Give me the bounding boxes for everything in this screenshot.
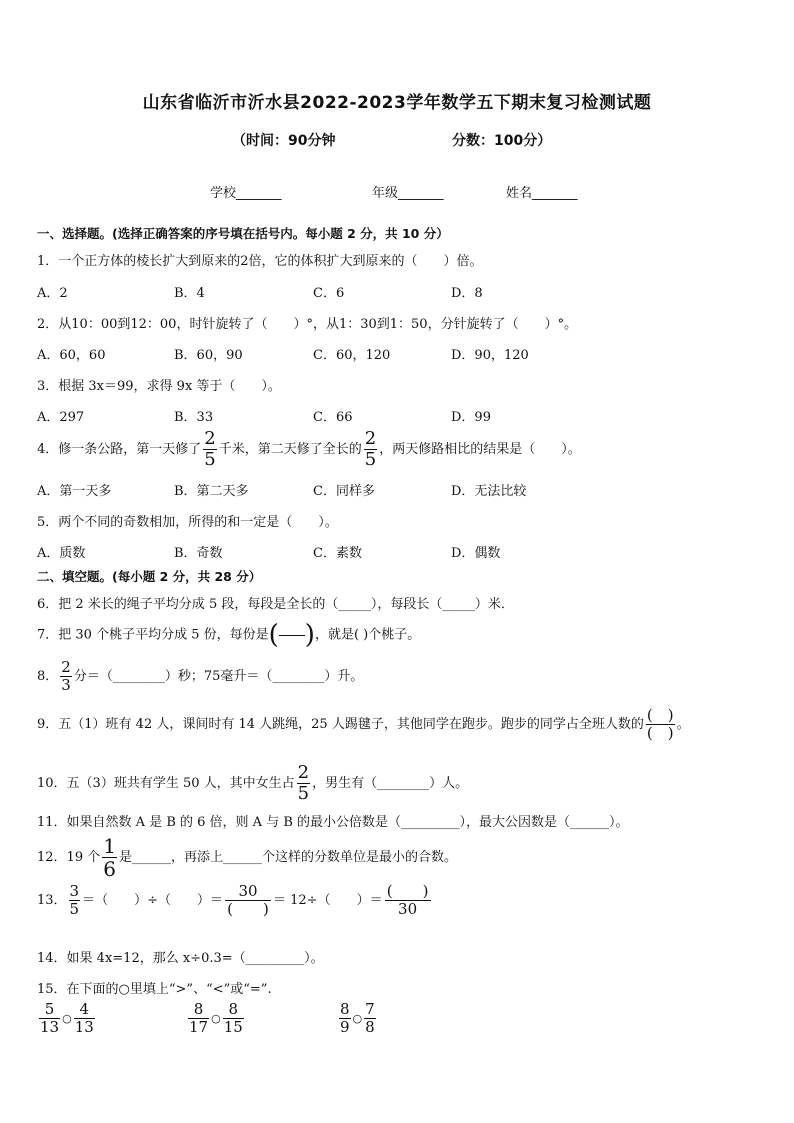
q3-option-c: C．66 <box>313 410 353 425</box>
q4-f2-denominator: 5 <box>364 449 377 470</box>
q13-f1-denominator: 5 <box>69 900 80 918</box>
q13-fraction-2 <box>225 884 271 917</box>
name-field: 姓名_______ <box>506 186 578 201</box>
compare-2-left-fraction <box>188 1002 209 1035</box>
q1-option-b: B．4 <box>174 286 205 301</box>
q13-f1-numerator: 3 <box>69 882 80 900</box>
section-fill-heading: 二、填空题。(每小题 2 分，共 28 分） <box>37 569 262 584</box>
q4-text-c: ，两天修路相比的结果是（ ）。 <box>379 442 581 457</box>
question-3: 3．根据 3x＝99，求得 9x 等于（ ）。 <box>37 379 281 394</box>
q9-numerator: ( ) <box>646 706 674 724</box>
compare-3-left-denominator: 9 <box>340 1018 350 1036</box>
q4-text-a: 4．修一条公路，第一天修了 <box>37 442 202 457</box>
q12-text-b: 是______，再添上______个这样的分数单位是最小的合数。 <box>118 850 457 865</box>
q4-text-b: 千米，第二天修了全长的 <box>218 442 362 457</box>
q10-fraction <box>297 764 310 803</box>
q4-f1-denominator: 5 <box>204 449 216 470</box>
q13-f2-denominator: ( ) <box>227 900 269 918</box>
question-14: 14．如果 4x=12，那么 x÷0.3=（_________）。 <box>37 951 324 966</box>
q10-numerator: 2 <box>297 762 310 783</box>
question-1: 1．一个正方体的棱长扩大到原来的2倍，它的体积扩大到原来的（ ）倍。 <box>37 254 483 269</box>
compare-3-right-denominator: 8 <box>365 1018 375 1036</box>
compare-1-left-fraction <box>39 1002 60 1035</box>
q12-text-a: 12．19 个 <box>37 850 101 865</box>
exam-title: 山东省临沂市沂水县2022-2023学年数学五下期末复习检测试题 <box>142 93 652 113</box>
q9-denominator: ( ) <box>646 724 674 742</box>
q13-fraction-3 <box>385 884 431 917</box>
compare-1-circle[interactable]: ○ <box>62 1012 72 1025</box>
question-11: 11．如果自然数 A 是 B 的 6 倍，则 A 与 B 的最小公倍数是（_________），最大公因数是（______）。 <box>37 815 629 830</box>
q13-f3-denominator: 30 <box>398 900 418 918</box>
compare-2-right-denominator: 15 <box>223 1018 243 1036</box>
q7-blank-fraction: ( <box>268 620 279 650</box>
compare-3-circle[interactable]: ○ <box>352 1012 363 1025</box>
q3-option-d: D．99 <box>451 410 491 425</box>
q13-fraction-1 <box>69 884 81 917</box>
question-15: 15．在下面的○里填上“>”、“<”或“=”. <box>37 982 272 997</box>
q2-option-c: C．60，120 <box>313 348 391 363</box>
exam-time: （时间：90分钟 <box>232 133 336 149</box>
q8-denominator: 3 <box>61 676 71 694</box>
q5-option-c: C．素数 <box>313 546 362 561</box>
q4-f1-numerator: 2 <box>204 428 216 449</box>
q4-option-a: A．第一天多 <box>37 484 112 499</box>
compare-2-circle[interactable]: ○ <box>211 1012 221 1025</box>
question-4 <box>37 430 581 469</box>
question-9 <box>37 708 690 741</box>
q13-f3-numerator: ( ) <box>386 882 429 900</box>
q13-text-b: ＝（ ）÷（ ）＝ <box>82 893 223 908</box>
q10-denominator: 5 <box>297 783 310 804</box>
q4-option-d: D．无法比较 <box>451 484 527 499</box>
q4-option-b: B．第二天多 <box>174 484 249 499</box>
q9-fraction <box>646 708 675 741</box>
compare-2-left-denominator: 17 <box>189 1018 209 1036</box>
grade-field: 年级_______ <box>372 186 444 201</box>
question-2: 2．从10：00到12：00，时针旋转了（ ）°，从1：30到1：50，分针旋转了（ ）°。 <box>37 317 578 332</box>
section-choice-heading: 一、选择题。(选择正确答案的序号填在括号内。每小题 2 分，共 10 分） <box>37 226 449 241</box>
q4-f2-numerator: 2 <box>364 428 377 449</box>
q13-text-a: 13． <box>37 893 67 908</box>
question-5: 5．两个不同的奇数相加，所得的和一定是（ ）。 <box>37 515 338 530</box>
q1-option-d: D．8 <box>451 286 483 301</box>
question-6: 6．把 2 米长的绳子平均分成 5 段，每段是全长的（_____），每段长（_____）米． <box>37 597 514 612</box>
compare-1-left-numerator: 5 <box>44 1000 55 1018</box>
q9-text-b: 。 <box>676 717 690 732</box>
compare-item-3 <box>337 1002 378 1035</box>
q8-numerator: 2 <box>61 658 71 676</box>
q5-option-d: D．偶数 <box>451 546 501 561</box>
compare-3-right-numerator: 7 <box>365 1000 375 1018</box>
q12-denominator: 6 <box>103 857 116 881</box>
q9-text-a: 9．五（1）班有 42 人，课间时有 14 人跳绳，25 人踢毽子，其他同学在跑步。跑步的同学占全班人数的 <box>37 717 644 732</box>
q13-text-c: ＝ 12÷（ ）＝ <box>273 893 383 908</box>
q7-fraction-bar <box>279 635 305 636</box>
compare-item-2 <box>186 1002 246 1035</box>
q3-option-a: A．297 <box>37 410 85 425</box>
school-field: 学校_______ <box>210 186 282 201</box>
q3-option-b: B．33 <box>174 410 214 425</box>
question-13 <box>37 884 433 917</box>
question-8 <box>37 660 363 693</box>
q4-fraction-2 <box>364 430 377 469</box>
q8-fraction <box>60 660 72 693</box>
compare-3-left-fraction <box>339 1002 351 1035</box>
compare-2-right-numerator: 8 <box>228 1000 239 1018</box>
compare-3-left-numerator: 8 <box>340 1000 350 1018</box>
q12-fraction <box>102 836 117 879</box>
compare-3-right-fraction <box>364 1002 376 1035</box>
question-7: 7．把 30 个桃子平均分成 5 份，每份是( )，就是( )个桃子。 <box>37 620 421 650</box>
q10-text-b: ，男生有（________）人。 <box>312 776 469 791</box>
compare-2-right-fraction <box>223 1002 244 1035</box>
question-10 <box>37 764 468 803</box>
q2-option-a: A．60，60 <box>37 348 106 363</box>
compare-1-left-denominator: 13 <box>40 1018 60 1036</box>
q5-option-b: B．奇数 <box>174 546 223 561</box>
exam-score: 分数：100分） <box>452 133 552 149</box>
q1-option-a: A．2 <box>37 286 68 301</box>
q13-f2-numerator: 30 <box>238 882 258 900</box>
q5-option-a: A．质数 <box>37 546 86 561</box>
q4-option-c: C．同样多 <box>313 484 375 499</box>
compare-1-right-numerator: 4 <box>79 1000 90 1018</box>
q1-option-c: C．6 <box>313 286 345 301</box>
question-12 <box>37 836 457 879</box>
q2-option-d: D．90，120 <box>451 348 529 363</box>
q8-text-b: 分＝（________）秒；75毫升＝（________）升。 <box>73 669 364 684</box>
q10-text-a: 10．五（3）班共有学生 50 人，其中女生占 <box>37 776 295 791</box>
compare-2-left-numerator: 8 <box>193 1000 204 1018</box>
q8-text-a: 8． <box>37 669 59 684</box>
compare-item-1 <box>37 1002 97 1035</box>
q4-fraction-1 <box>203 430 216 469</box>
q7-text-a: 7．把 30 个桃子平均分成 5 份，每份是 <box>37 627 269 643</box>
q12-numerator: 1 <box>103 834 116 858</box>
compare-1-right-denominator: 13 <box>74 1018 94 1036</box>
q2-option-b: B．60，90 <box>174 348 243 363</box>
compare-1-right-fraction <box>74 1002 95 1035</box>
q7-text-b: ，就是( )个桃子。 <box>314 627 421 643</box>
